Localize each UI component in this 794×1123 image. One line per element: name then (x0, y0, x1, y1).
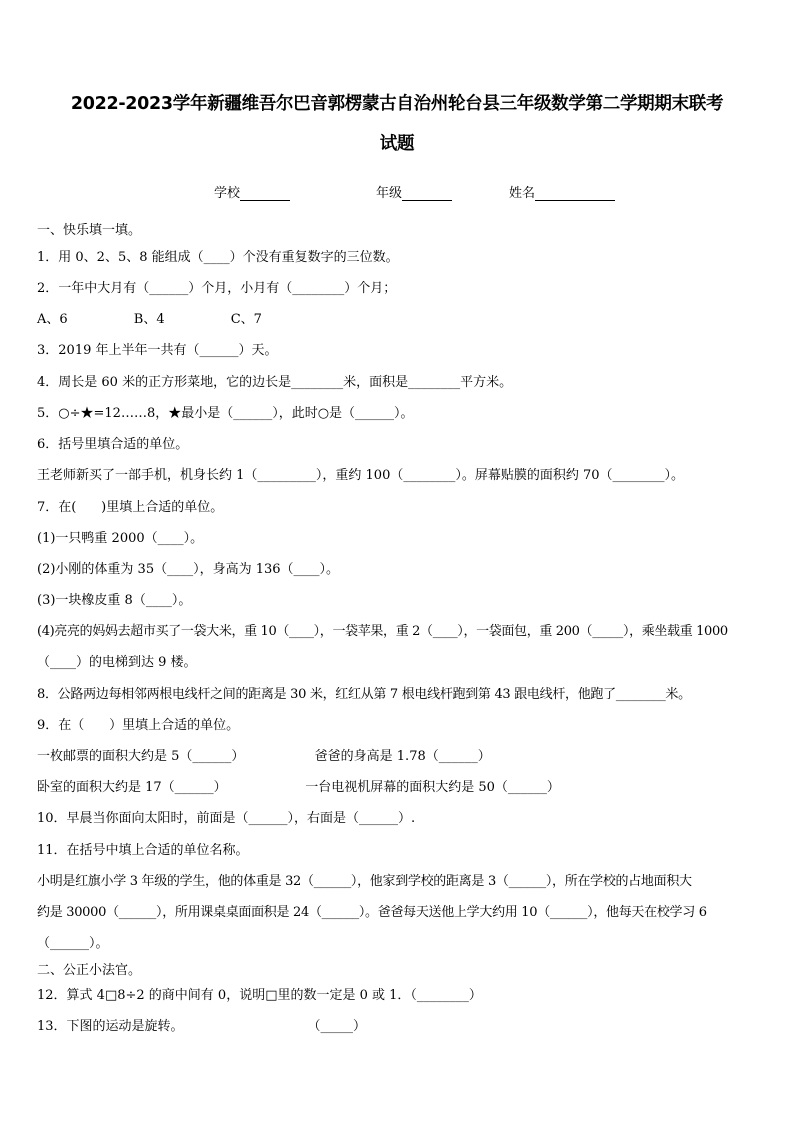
name-label: 姓名 (509, 186, 536, 201)
question-line: 3．2019 年上半年一共有（______）天。 (37, 343, 278, 358)
document-title-line1: 2022-2023学年新疆维吾尔巴音郭楞蒙古自治州轮台县三年级数学第二学期期末联考 (70, 94, 724, 114)
school-blank[interactable] (240, 187, 290, 201)
school-label: 学校 (214, 186, 241, 201)
question-line: 7．在( )里填上合适的单位。 (37, 500, 224, 515)
name-field[interactable] (509, 182, 615, 201)
question-line: 卧室的面积大约是 17（______） 一台电视机屏幕的面积大约是 50（______） (37, 780, 560, 795)
section-heading-1: 一、快乐填一填。 (37, 223, 142, 238)
question-line: 王老师新买了一部手机，机身长约 1（_________），重约 100（________）。屏幕贴膜的面积约 70（________）。 (37, 468, 685, 483)
question-line: 1．用 0、2、5、8 能组成（____）个没有重复数字的三位数。 (37, 250, 399, 265)
question-line: (3)一块橡皮重 8（____）。 (37, 593, 192, 608)
question-line: 小明是红旗小学 3 年级的学生，他的体重是 32（______），他家到学校的距离是 3（______），所在学校的占地面积大 (37, 874, 692, 889)
school-field[interactable] (214, 182, 290, 201)
question-line: (4)亮亮的妈妈去超市买了一袋大米，重 10（____），一袋苹果，重 2（____），一袋面包，重 200（_____），乘坐载重 1000 (37, 624, 728, 639)
question-line: （______）。 (37, 936, 109, 951)
question-line: 10．早晨当你面向太阳时，前面是（______），右面是（______）. (37, 811, 416, 826)
grade-field[interactable] (376, 182, 452, 201)
question-line: 13．下图的运动是旋转。 （_____） (37, 1019, 367, 1034)
section-heading-2: 二、公正小法官。 (37, 963, 142, 978)
question-line: （____）的电梯到达 9 楼。 (37, 655, 197, 670)
question-line: 6．括号里填合适的单位。 (37, 437, 189, 452)
choice-line: A、6 B、4 C、7 (37, 312, 262, 327)
question-line: 8．公路两边每相邻两根电线杆之间的距离是 30 米，红红从第 7 根电线杆跑到第 43 跟电线杆，他跑了________米。 (37, 687, 691, 702)
question-line: 9．在（ ）里填上合适的单位。 (37, 718, 240, 733)
name-blank[interactable] (535, 187, 615, 201)
question-line: 约是 30000（______），所用课桌桌面面积是 24（______）。爸爸每天送他上学大约用 10（______），他每天在校学习 6 (37, 905, 707, 920)
question-line: 12．算式 4□8÷2 的商中间有 0，说明□里的数一定是 0 或 1．（________） (37, 988, 482, 1003)
question-line: 2．一年中大月有（______）个月，小月有（________）个月； (37, 281, 397, 296)
document-title-line2: 试题 (379, 134, 415, 154)
question-line: (2)小刚的体重为 35（____），身高为 136（____）。 (37, 562, 340, 577)
question-line: 一枚邮票的面积大约是 5（______） 爸爸的身高是 1.78（______） (37, 749, 491, 764)
grade-blank[interactable] (402, 187, 452, 201)
question-line: 4．周长是 60 米的正方形菜地，它的边长是________米，面积是________平方米。 (37, 375, 513, 390)
question-line: 11．在括号中填上合适的单位名称。 (37, 843, 249, 858)
question-line: 5．○÷★=12……8，★最小是（______），此时○是（______）。 (37, 406, 414, 421)
grade-label: 年级 (376, 186, 403, 201)
question-line: (1)一只鸭重 2000（____）。 (37, 531, 204, 546)
